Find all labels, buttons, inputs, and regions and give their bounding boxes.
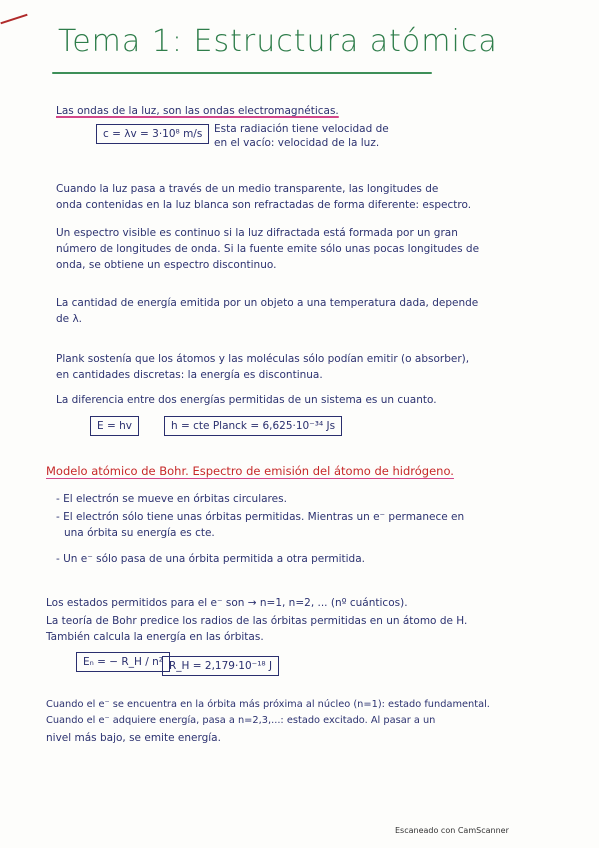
pen-mark <box>0 14 27 25</box>
s1-formula-box: c = λv = 3·10⁸ m/s <box>96 124 209 144</box>
bohr-bullet2b: una órbita su energía es cte. <box>64 527 215 539</box>
s5-line3: La diferencia entre dos energías permitidas de un sistema es un cuanto. <box>56 394 437 406</box>
s4-line1: La cantidad de energía emitida por un objeto a una temperatura dada, depende <box>56 297 479 309</box>
s8-line2: Cuando el e⁻ adquiere energía, pasa a n=2,3,...: estado excitado. Al pasar a un <box>46 715 436 726</box>
bohr-bullet1: - El electrón se mueve en órbitas circulares. <box>56 493 287 505</box>
s7-line2: La teoría de Bohr predice los radios de las órbitas permitidas en un átomo de H. <box>46 615 468 627</box>
bohr-bullet2a: - El electrón sólo tiene unas órbitas permitidas. Mientras un e⁻ permanece en <box>56 511 465 523</box>
s4-line2: de λ. <box>56 313 83 325</box>
s7-line1: Los estados permitidos para el e⁻ son → n=1, n=2, ... (nº cuánticos). <box>46 597 408 609</box>
s3-line2: número de longitudes de onda. Si la fuente emite sólo unas pocas longitudes de <box>56 243 480 255</box>
s2-line1: Cuando la luz pasa a través de un medio transparente, las longitudes de <box>56 183 439 195</box>
s3-line1: Un espectro visible es continuo si la luz difractada está formada por un gran <box>56 227 458 239</box>
s3-line3: onda, se obtiene un espectro discontinuo. <box>56 259 277 271</box>
s7-line3: También calcula la energía en las órbitas. <box>46 631 264 643</box>
s7-formula2-box: R_H = 2,179·10⁻¹⁸ J <box>162 656 279 676</box>
s5-line1: Plank sostenía que los átomos y las moléculas sólo podían emitir (o absorber), <box>56 353 470 365</box>
s1-line1: Las ondas de la luz, son las ondas electromagnéticas. <box>56 105 339 117</box>
s5-formula2-box: h = cte Planck = 6,625·10⁻³⁴ Js <box>164 416 342 436</box>
scanner-watermark: Escaneado con CamScanner <box>395 826 509 835</box>
s5-line2: en cantidades discretas: la energía es discontinua. <box>56 369 323 381</box>
page-title: Tema 1: Estructura atómica <box>58 24 498 59</box>
title-underline <box>52 72 432 74</box>
s8-line3: nivel más bajo, se emite energía. <box>46 732 221 744</box>
s1-note1: Esta radiación tiene velocidad de <box>214 123 389 135</box>
bohr-bullet3: - Un e⁻ sólo pasa de una órbita permitida a otra permitida. <box>56 553 365 565</box>
s5-formula1-box: E = hv <box>90 416 139 436</box>
s7-formula1-box: Eₙ = − R_H / n² <box>76 652 170 672</box>
s1-note2: en el vacío: velocidad de la luz. <box>214 137 380 149</box>
s2-line2: onda contenidas en la luz blanca son refractadas de forma diferente: espectro. <box>56 199 472 211</box>
bohr-heading: Modelo atómico de Bohr. Espectro de emisión del átomo de hidrógeno. <box>46 464 454 478</box>
s8-line1: Cuando el e⁻ se encuentra en la órbita más próxima al núcleo (n=1): estado fundamental. <box>46 699 490 710</box>
